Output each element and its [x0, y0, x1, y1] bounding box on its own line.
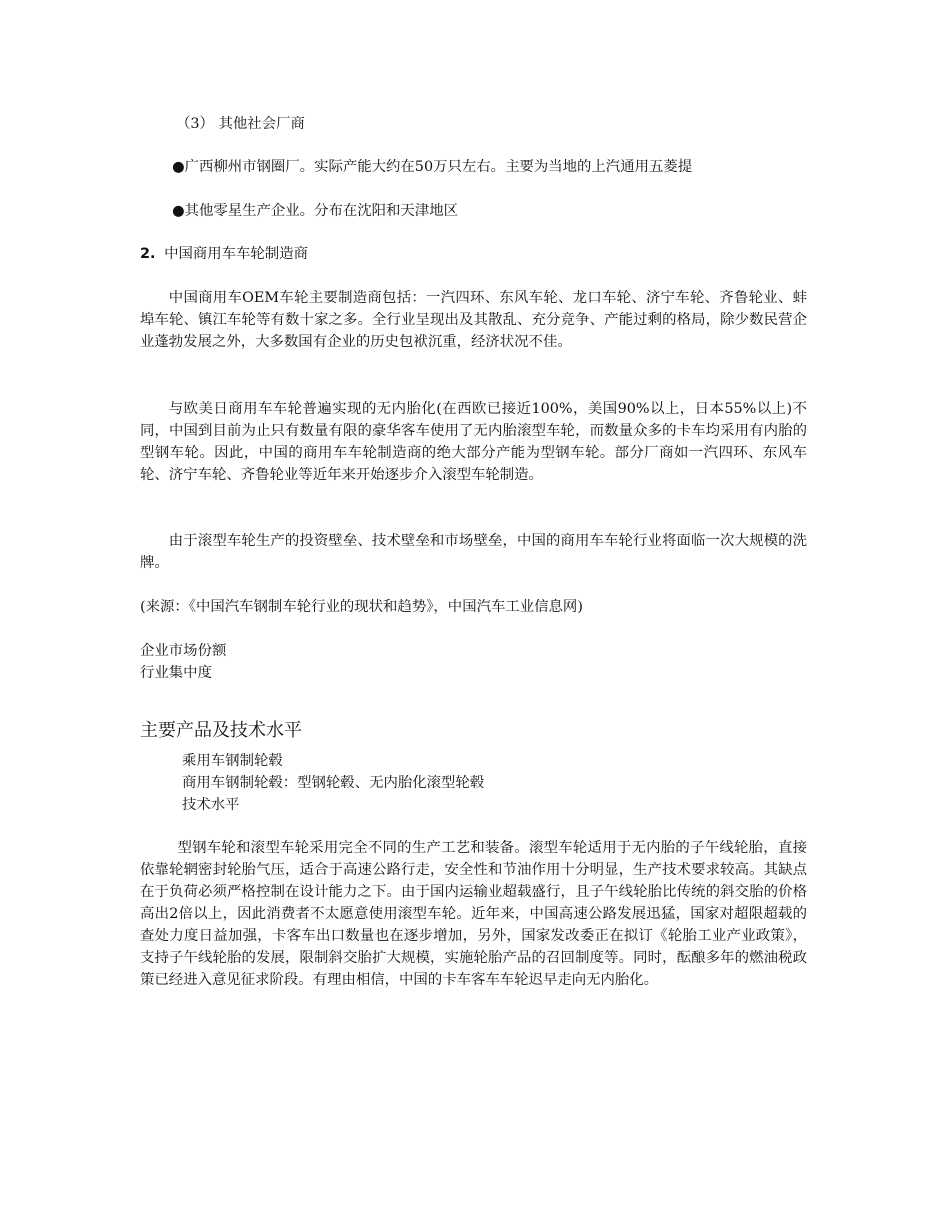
- subsection-title-other-makers: （3） 其他社会厂商: [176, 116, 305, 132]
- product-item-technology: 技术水平: [182, 797, 240, 813]
- source-citation: (来源：《中国汽车钢制车轮行业的现状和趋势》，中国汽车工业信息网): [140, 599, 583, 615]
- products-heading: 主要产品及技术水平: [140, 720, 302, 741]
- industry-concentration-label: 行业集中度: [140, 665, 212, 681]
- paragraph-industry-reshuffle: 由于滚型车轮生产的投资壁垒、技术壁垒和市场壁垒，中国的商用车车轮行业将面临一次大规模的洗牌。: [140, 533, 807, 571]
- bullet-other-makers: ●其他零星生产企业。分布在沈阳和天津地区: [172, 203, 458, 219]
- product-item-passenger: 乘用车钢制轮毂: [182, 753, 283, 769]
- market-share-label: 企业市场份额: [140, 643, 227, 659]
- bullet-liuzhou: ●广西柳州市钢圈厂。实际产能大约在50万只左右。主要为当地的上汽通用五菱提: [172, 159, 693, 175]
- paragraph-technology: 型钢车轮和滚型车轮采用完全不同的生产工艺和装备。滚型车轮适用于无内胎的子午线轮胎，直接依靠轮辋密封轮胎气压，适合于高速公路行走，安全性和节油作用十分明显，生产技术要求较高。其缺点在于负荷必须严格控制在设计能力之下。由于国内运输业超载盛行，且子午线轮胎比传统的斜交胎的价格高出2倍以上，因此消费者不太愿意使用滚型车轮。近年来，中国高速公路发展迅猛，国家对超限超载的查处力度日益加强，卡客车出口数量也在逐步增加，另外，国家发改委正在拟订《轮胎工业产业政策》，支持子午线轮胎的发展，限制斜交胎扩大规模，实施轮胎产品的召回制度等。同时，酝酿多年的燃油税政策已经进入意见征求阶段。有理由相信，中国的卡车客车车轮迟早走向无内胎化。: [140, 840, 807, 988]
- paragraph-tubeless-comparison: 与欧美日商用车车轮普遍实现的无内胎化(在西欧已接近100%，美国90%以上，日本55%以上)不同，中国到目前为止只有数量有限的豪华客车使用了无内胎滚型车轮，而数量众多的卡车均采用有内胎的型钢车轮。因此，中国的商用车车轮制造商的绝大部分产能为型钢车轮。部分厂商如一汽四环、东风车轮、济宁车轮、齐鲁轮业等近年来开始逐步介入滚型车轮制造。: [140, 401, 807, 483]
- section-heading-commercial-wheels: [140, 243, 308, 265]
- section-number: 2.: [140, 246, 156, 262]
- product-item-commercial: 商用车钢制轮毂：型钢轮毂、无内胎化滚型轮毂: [182, 775, 485, 791]
- paragraph-manufacturers: 中国商用车OEM车轮主要制造商包括：一汽四环、东风车轮、龙口车轮、济宁车轮、齐鲁轮业、蚌埠车轮、镇江车轮等有数十家之多。全行业呈现出及其散乱、充分竞争、产能过剩的格局，除少数民营企业蓬勃发展之外，大多数国有企业的历史包袱沉重，经济状况不佳。: [140, 290, 807, 350]
- section-title: 中国商用车车轮制造商: [164, 246, 308, 262]
